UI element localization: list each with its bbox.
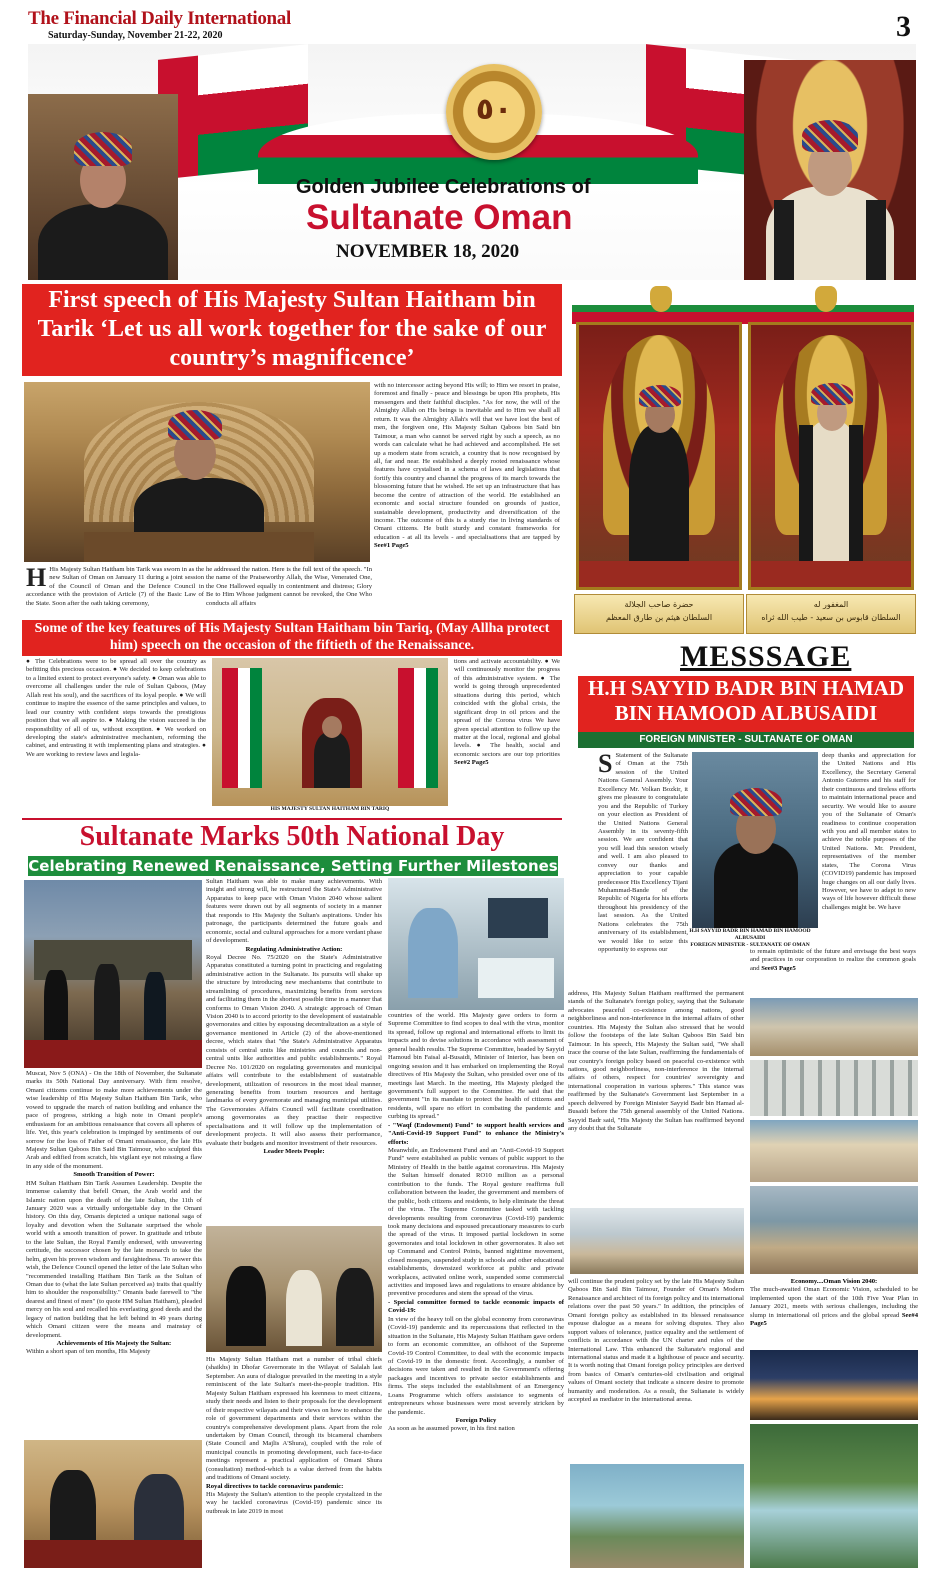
key-features-photo-caption: HIS MAJESTY SULTAN HAITHAM BIN TARIQ	[270, 806, 390, 812]
photo-port-terminal	[750, 1120, 918, 1182]
photo-waterfall	[750, 1424, 918, 1568]
subhead-coronavirus-directives: Royal directives to tackle coronavirus pandemic:	[206, 1482, 344, 1490]
national-day-col3: countries of the world. His Majesty gave orders to form a Supreme Committee to find scopes to deal with the virus, monitor its spread, follow up regional and international efforts to limit its impacts and to devise solutions in accordance with assessment of general health results. The Supreme Committee, headed by Sayyid Hamoud bin Faisal al-Busaidi, Minister of Interior, has been on ongoing session and it has embarked on implementing the Royal directives of His Majesty the Sultan, who presided over one of its meetings last March. In the meeting, His Majesty pledged the government's full support to the Committee. He said that the government "in its mandate to protect the health of citizens and residents, will spare no effort in combating the pandemic and curbing its spread." - "Waqf (Endowment) Fund" to support health services and "Anti-Covid-19 Support Fund" to enhance the Ministry's efforts: Meanwhile, an Endowment Fund and an "Anti-Covid-19 Support Fund" were established as public venues of public support to the Ministry of Health in the battle against coronavirus. His Majesty the Sultan himself donated RO10 million as a personal contribution to the funds. The Royal gesture reaffirms full collaboration between the leader, the government and members of the public, both citizens and residents, to help eliminate the threat of the virus. The Supreme Committee tasked with tackling developments resulting from coronavirus (Covid-19) pandemic took many decisions and espoused precautionary measures to curb the spread of the virus. It imposed partial lockdown in some governorates and total lockdown in other governorates. It also set up Command and Control Points, banned nighttime movement, closed mosques, suspended study in schools and other educational establishments, downsized workforce at public and private workplaces, activated online work, suspended some commercial activities and imposed laws and regulations to ensure abidance by preventive procedures and stem the spread of the virus. - Special committee formed to tackle economic impacts of Covid-19: In view of the heavy toll on the global economy from coronavirus (Covid-19) pandemic and its repercussions that reflected in the situation in the Sultanate, His Majesty Sultan Haitham gave orders to form an economic committee, an offshoot of the Supreme Covid-19 Control Committee, to deal with the economic impacts of Covid-19 in the domestic front. Accordingly, a number of decisions were taken and resulted in the Government's offering packages and incentives to private sector establishments and firms. The steps included the establishment of an Emergency Loans Programme which offers assistance to segments of entrepreneurs whose businesses were most severely stricken by the pandemic. Foreign Policy As soon as he assumed power, in his first nation	[388, 1012, 564, 1433]
message-continue-link[interactable]: See#3 Page5	[761, 964, 796, 972]
page-number: 3	[896, 10, 911, 43]
first-speech-col1-text: His Majesty Sultan Haitham bin Tarik was sworn in as the new Sultan of Oman on January 11 during a joint session of the Council of Oman and the Defence Council in accordance with the provision of Article (7) of the Basic Law of the State. Soon after the oath taking ceremony,	[26, 566, 204, 607]
national-day-col1: Muscat, Nov 5 (ONA) - On the 18th of November, the Sultanate marks its 50th National Day anniversary. With firm resolve, Omani citizens continue to make more achievements under the wise leadership of His Majesty Sultan Haitham Bin Tarik, who vowed to upgrade the march of nation building and enhance the pace of progress, striking a high note in Omani people's enthusiasm for an ambitious renaissance that covers all spheres of life. Yet, this year's celebration is impinged by sentiments of our sorrow for the loss of Father of Omani renaissance, the late His Majesty Sultan Qaboos Bin Said Bin Taimour, who sculpted this Arab and edified from scratch, his vigilant eye not missing a flaw in any side of the monument. Smooth Transition of Power: HM Sultan Haitham Bin Tarik Assumes Leadership. Despite the immense calamity that befell Oman, the Arab world and the Islamic nation upon the death of the late Sultan, the 11th of January 2020 was a virtually unforgettable day in the Omani history. On this day, Omanis depicted a unique national saga of loyalty and devotion when the Sultanate surprised the whole world with a smooth transition of power. In gratitude and tribute to the late Sultan, the Royal Family endorsed, with unwavering certitude, the successor chosen by the late monarch to take the helm, given his proven wisdom and farsightedness. To answer this wish, the Defence Council opened the letter of the late Sultan who "recommended installing Haitham Bin Tarik as the Sultan of Oman due to (what the late Sultan perceived as) traits that qualify him to shoulder the responsibility." Omanis bade farewell to "the dearest and finest of men" (to quote HM Sultan Haitham), pleaded mercy on his soul and recalled his everlasting good deeds and the legacy of nation building that he left behind in 49 years during which Omani citizen were the means and mainstay of development. Achievements of His Majesty the Sultan: Within a short span of ten months, His Majesty	[26, 1070, 202, 1356]
national-day-continue-link[interactable]: See#4 Page5	[750, 1311, 918, 1328]
first-speech-headline: First speech of His Majesty Sultan Haitham bin Tarik ‘Let us all work together for the sake of our country’s magnificence’	[22, 284, 562, 376]
national-day-col2b: His Majesty Sultan Haitham met a number of tribal chiefs (shaikhs) in Dhofar Governorate in the Wilayat of Salalah last September. An aura of dialogue prevailed in the meeting in a style reminiscent of the late Sultan's meet-the-people tradition. His Majesty Sultan Haitham expressed his keenness to meet citizens, study their needs and listen to their proposals for the development of their respective wilayats and their views on how to enhance the role of government departments and their services within the country's comprehensive development plans. Apart from the role undertaken by Oman Council, through its bicameral chambers (State Council and Majlis A'Shura), coupled with the role of municipal councils in promoting development, such face-to-face meetings represent a practical application of Omani Shura (consultation) method-which is a value derived from the habits and traditions of Omani society. Royal directives to tackle coronavirus pandemic: His Majesty the Sultan's attention to the people crystalized in the way he tackled coronavirus (Covid-19) pandemic since its outbreak in late 2019 in most	[206, 1356, 382, 1515]
first-speech-col1: H His Majesty Sultan Haitham bin Tarik was sworn in as the new Sultan of Oman on January 11 during a joint session of the Council of Oman and the Defence Council in accordance with the provision of Article (7) of the Basic Law of the State. Soon after the oath taking ceremony,	[26, 566, 204, 607]
newspaper-title: The Financial Daily International	[28, 8, 291, 29]
message-title: MESSSAGE	[680, 640, 852, 673]
photo-coastal-dam	[750, 1186, 918, 1274]
jubilee-medal-emblem	[446, 64, 542, 160]
photo-sultan-throne-hall	[212, 658, 448, 806]
photo-oil-tanks	[750, 1060, 918, 1116]
photo-muscat-cityscape	[570, 1208, 744, 1274]
message-col3: deep thanks and appreciation for the United Nations and His Excellency, the Secretary General Antonio Guterres and his staff for their continuous and tireless efforts to maintain international peace and security. We would like to assure you of the Sultanate of Oman's readiness to continue cooperation with you and all member states to achieve the noble purposes of the United Nations. Mr. President, representatives of the member states, The Corona Virus (COVID19) pandemic has imposed huge changes on all our daily lives. However, we have to adapt to new ways of life however difficult these challenges might be. We have	[822, 752, 916, 911]
subhead-administrative-action: Regulating Administrative Action:	[245, 945, 343, 953]
banner-title: Sultanate Oman	[306, 198, 573, 237]
key-features-headline: Some of the key features of His Majesty Sultan Haitham bin Tariq, (May Allha protect him) speech on the occasion of the fiftieth of the Renaissance.	[22, 620, 562, 656]
photo-sultan-meeting-guest	[24, 1440, 202, 1568]
khanjar-crest-icon-left	[650, 286, 672, 312]
national-day-subheadline: Celebrating Renewed Renaissance, Setting Further Milestones	[28, 857, 558, 875]
subhead-waqf-fund: - "Waqf (Endowment) Fund" to support health services and "Anti-Covid-19 Support Fund" to enhance the Ministry's efforts:	[388, 1121, 564, 1146]
photo-wadi-lake	[570, 1464, 744, 1568]
subhead-oman-vision: Economy....Oman Vision 2040:	[790, 1278, 878, 1285]
photo-foreign-minister	[692, 752, 818, 928]
subhead-leader-meets-people: Leader Meets People:	[263, 1148, 325, 1155]
key-features-col1: ● The Celebrations were to be spread all over the country as befitting this precious occasion. ● We decided to keep celebrations to a limited extent to protect everyone's safety. ● Oman was able to overcome all challenges under the rule of Sultan Qaboos, (May Allah rest his soul), and the sacrifices of its loyal people. ● We will continue to inspire the essence of the same principles and values, to lead our country with confident steps towards the prestigious position that we all aspire to. ● Making the vision succeed is the responsibility of all of us, without exception. ● We worked on developing the state's administrative mechanism, reforming the cabinet, and entrusting it with implementing plans and strategies. ● We are working to review laws and legisla-	[26, 658, 206, 758]
first-speech-col2: he addressed the nation. Here is the full text of the speech. "In the name of the Praiseworthy Allah, the Wise, Venerated One, the One Hallowed equally in contentment and distress; Glory Be to Him Whose judgment cannot be revoked, the One Who conducts all affairs	[206, 566, 372, 607]
portrait-frame-qaboos	[748, 322, 914, 590]
message-bottom: to remain optimistic of the future and envisage the best ways and practices in our corporation to realize the common goals and See#3 Page5	[750, 948, 916, 972]
message-headline: H.H SAYYID BADR BIN HAMAD BIN HAMOOD ALBUSAIDI	[578, 676, 914, 732]
national-day-col4b: will continue the prudent policy set by the late His Majesty Sultan Qaboos Bin Said Bin Taimour, Founder of Oman's Modern Renaissance and architect of its foreign policy and its international relations over the past 50 years." In addition, the principles of Omani foreign policy as established in its blessed renaissance espouse dialogue as a means for solving disputes. They also support values of tolerance, justice equality and the settlement of conflicts in accordance with the UN charter and rules of the International Law. This enhanced the Sultanate's regional and international status and made it a lighthouse of peace and security. It is worth noting that Omani foreign policy principles are derived from basics of Oman's centuries-old civilisation and original values of Omani society that indicate a sincere desire to promote humanity and moderation. As a result, the Sultanate is widely accepted as mediator in the international arena.	[568, 1278, 744, 1404]
banner-date: NOVEMBER 18, 2020	[336, 241, 520, 262]
photo-medical-lab	[388, 878, 564, 1010]
photo-sultan-with-shaikhs	[206, 1226, 382, 1352]
subhead-foreign-policy: Foreign Policy	[455, 1417, 497, 1424]
national-day-col4: address, His Majesty Sultan Haitham reaffirmed the permanent stands of the Sultanate's foreign policy, saying that the Sultanate advocates peaceful co-existence among nations, good neighborliness and non-interference in the internal affairs of other countries. His Majesty the Sultan also stressed that he would follow the footsteps of the late Sultan Qaboos Bin Said bin Taimour. In his speech, His Majesty the Sultan said, "We shall trace the course of the late Sultan, reaffirming the fundamentals of our country's foreign policy based on peaceful co-existence with nations, good neighborliness, non-interference in the internal affairs of others, respect for countries' sovereignty and international cooperation in various spheres." This stance was reaffirmed by the Sultanate's Government last September in a speech delivered by Foreign Minister Sayyid Badr bin Hamad al-Busaidi before the 75th general assembly of the United Nations. Sayyid Badr said, "His Majesty the Sultan has reaffirmed beyond any doubt that the Sultanate	[568, 990, 744, 1132]
key-features-col3	[454, 658, 560, 816]
khanjar-crest-icon-right	[815, 286, 837, 312]
economy-section: Economy....Oman Vision 2040: The much-awaited Oman Economic Vision, scheduled to be implemented upon the start of the 10th Five Year Plan in January 2021, meets with serious challenges, including the slump in international oil prices and the global spread See#4 Page5	[750, 1278, 918, 1328]
first-speech-continue-link[interactable]: See#1 Page5	[374, 542, 409, 550]
national-day-col2: Sultan Haitham was able to make many achievements. With insight and strong will, he restructured the State's Administrative Apparatus to keep pace with Oman Vision 2040 whose salient features were drawn out by all segments of society in a manner that responds to His Majesty the Sultan's aspirations. Under his patronage, the participants determined the future goals and economic, social and cultural approaches for a more verdant phase of development. Regulating Administrative Action: Royal Decree No. 75/2020 on the State's Administrative Apparatus constituted a turning point in practicing and regulating administrative action in the Sultanate. Its pursuits will shake up the structure by introducing new mechanisms that contribute to streamlining of procedures, maximizing benefits from services and facilitating them in the shortest possible time in a manner that conforms to Oman Vision 2040. A strategic approach of Oman Vision 2040 is to accord priority to the development of sustainable governorates and cities by espousing decentralization as a style of governance mentioned in Article (2) of the above-mentioned decree, which states that "the State's Administrative Apparatus consists of central units like ministries and councils and non-central units like authorities and public establishments." Royal Decree No. 101/2020 on regulating governorates and municipal affairs will contribute to the establishment of sustainable development, utilization of resources in the most ideal manner, generating benefits from tourism resources and heritage landmarks of every governorate and managing municipal utilities. The Governorates Affairs Council will facilitate coordination among governorates as they practise their respective specialisations and it will follow up the implementation of development projects. It will also assess their performance, evaluate their budgets and monitor investment of their resources. Leader Meets People:	[206, 878, 382, 1155]
subhead-achievements: Achievements of His Majesty the Sultan:	[56, 1340, 172, 1347]
banner-subtitle: Golden Jubilee Celebrations of	[296, 176, 591, 198]
message-col1: S Statement of the Sultanate of Oman at the 75th session of the United Nations General Assembly. Your Excellency Mr. Volkan Bozkir, it gives me pleasure to congratulate you and the Republic of Turkey on your election as President of the United Nations General Assembly in its seventy-fifth session. We are confident that you will lead this session wisely and well. I am also pleased to convey our thanks and appreciation to your capable predecessor His Excellency Tijani Muhammad-Bande of the Republic of Nigeria for his efforts throughout his presidency of the last session. As the United Nations celebrates the 75th anniversary of its establishment, we would like to seize this opportunity to express our	[598, 752, 688, 954]
photo-mosque-aerial	[750, 998, 918, 1056]
photo-parade-salute	[24, 880, 202, 1068]
label-haitham-arabic: حضرة صاحب الجلالة السلطان هيثم بن طارق المعظم	[574, 594, 744, 634]
portrait-frame-haitham	[576, 322, 742, 590]
medal-numeral: ٥٠	[475, 92, 513, 127]
subhead-smooth-transition: Smooth Transition of Power:	[73, 1171, 155, 1179]
key-features-col3-text: tions and activate accountability. ● We will continuously monitor the progress of this administrative system. ● The world is going through unprecedented situations during this period, which coincided with the global crisis, the significant drop in oil prices and the spread of the Corona virus We have given special attention to follow up the matter at the local, regional and global levels. ● The health, social and economic sectors are our top priorities	[454, 658, 560, 758]
photo-sultan-speech	[24, 382, 370, 562]
jubilee-banner	[28, 44, 916, 280]
issue-date: Saturday-Sunday, November 21-22, 2020	[48, 30, 223, 41]
first-speech-col3-text: with no intercessor acting beyond His will; to Him we resort in praise, foremost and finally - peace and blessings be upon His prophets, His messengers and their faithful disciples. "As for now, the will of the Almighty Allah on His beings is inevitable and to Him we shall all return. It was the Almighty Allah's will that we have lost the best of men, the forgiven one, His Majesty Sultan Qaboos bin Said bin Taimour, a man who cannot be served right by such a speech, as no words can calculate what he had achieved and accomplished. He set up a modern state from scratch, a country that is now recognised by all, far and near. He established a deeply rooted renaissance whose features have crystalised in a schema of laws and legislations that fortify this country and channel the progress of its march towards the blossoming future that he wished. He set up an infrastructure that has become the centre of attraction of the world. He established an economic and social structure founded on grounds of justice, sustainable development, productivity and diversification of the income. The outcome of this is a sturdy rise in living standards of Omani citizens. He built sturdy and constant frameworks for education - at all its levels - and specialisations that are tapped by	[374, 382, 560, 541]
subhead-economic-committee: - Special committee formed to tackle economic impacts of Covid-19:	[388, 1298, 564, 1315]
photo-night-city	[750, 1350, 918, 1420]
portrait-sultan-qaboos	[744, 60, 916, 280]
first-speech-col3	[374, 382, 560, 610]
foreign-minister-photo-caption: H.H SAYYID BADR BIN HAMAD BIN HAMOOD ALBUSAIDI FOREIGN MINISTER - SULTANATE OF OMAN	[689, 928, 811, 949]
national-day-headline: Sultanate Marks 50th National Day	[22, 818, 562, 858]
message-subheadline: FOREIGN MINISTER - SULTANATE OF OMAN	[578, 732, 914, 748]
portrait-sultan-haitham	[28, 94, 178, 280]
key-features-continue-link[interactable]: See#2 Page5	[454, 759, 489, 767]
label-qaboos-arabic: المغفور له السلطان قابوس بن سعيد - طيب الله ثراه	[746, 594, 916, 634]
